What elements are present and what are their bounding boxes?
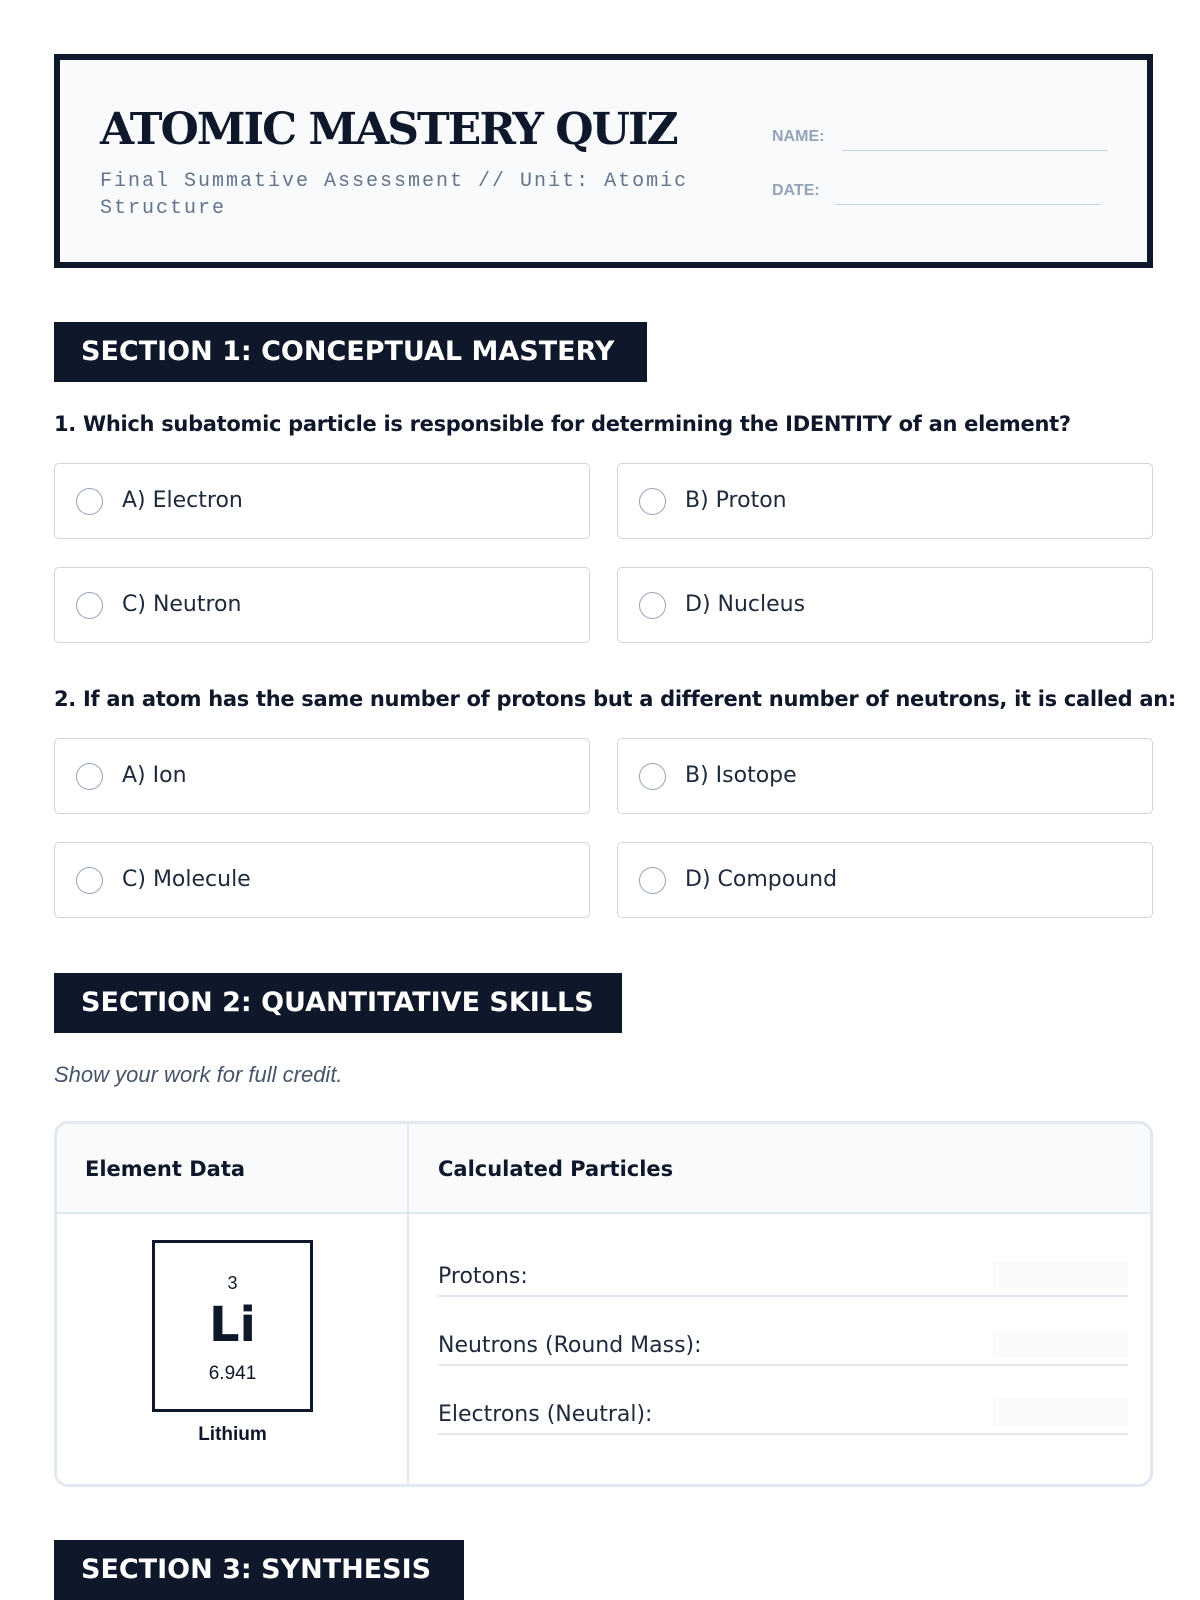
column-divider — [407, 1124, 409, 1484]
option-label: D) Nucleus — [685, 592, 806, 617]
protons-row — [438, 1257, 1128, 1297]
radio-button[interactable] — [639, 592, 666, 619]
section-3-header: SECTION 3: SYNTHESIS — [54, 1540, 464, 1600]
radio-button[interactable] — [639, 867, 666, 894]
electrons-label: Electrons (Neutral): — [438, 1402, 653, 1427]
date-field[interactable] — [835, 204, 1101, 205]
q2-option-c[interactable] — [54, 842, 590, 918]
radio-button[interactable] — [76, 867, 103, 894]
q1-option-d[interactable] — [617, 567, 1153, 643]
radio-button[interactable] — [76, 488, 103, 515]
element-data-header: Element Data — [85, 1157, 246, 1181]
option-label: D) Compound — [685, 867, 838, 892]
question-2-text: 2. If an atom has the same number of protons but a different number of neutrons, it is called an: — [54, 687, 1176, 711]
q1-option-a[interactable] — [54, 463, 590, 539]
neutrons-label: Neutrons (Round Mass): — [438, 1333, 702, 1358]
quiz-title: ATOMIC MASTERY QUIZ — [100, 104, 677, 155]
radio-button[interactable] — [76, 592, 103, 619]
question-1-text: 1. Which subatomic particle is responsible for determining the IDENTITY of an element? — [54, 412, 1071, 436]
q2-option-a[interactable] — [54, 738, 590, 814]
option-label: C) Molecule — [122, 867, 251, 892]
protons-label: Protons: — [438, 1264, 528, 1289]
date-label: DATE: — [772, 182, 820, 199]
electrons-row — [438, 1395, 1128, 1435]
element-tile — [152, 1240, 313, 1412]
atomic-mass: 6.941 — [208, 1363, 257, 1384]
q1-option-b[interactable] — [617, 463, 1153, 539]
radio-button[interactable] — [76, 763, 103, 790]
option-label: B) Proton — [685, 488, 787, 513]
electrons-input[interactable] — [993, 1399, 1128, 1426]
q1-option-c[interactable] — [54, 567, 590, 643]
option-label: B) Isotope — [685, 763, 797, 788]
q2-option-b[interactable] — [617, 738, 1153, 814]
element-name: Lithium — [198, 1424, 267, 1445]
option-label: C) Neutron — [122, 592, 242, 617]
neutrons-row — [438, 1326, 1128, 1366]
neutrons-input[interactable] — [993, 1330, 1128, 1357]
element-symbol: Li — [208, 1297, 257, 1353]
q2-option-d[interactable] — [617, 842, 1153, 918]
name-label: NAME: — [772, 128, 825, 145]
option-label: A) Electron — [122, 488, 243, 513]
instruction-text: Show your work for full credit. — [54, 1062, 343, 1087]
radio-button[interactable] — [639, 488, 666, 515]
section-2-header: SECTION 2: QUANTITATIVE SKILLS — [54, 973, 622, 1033]
radio-button[interactable] — [639, 763, 666, 790]
name-field[interactable] — [842, 150, 1108, 151]
particle-table — [54, 1121, 1153, 1487]
atomic-number: 3 — [227, 1273, 238, 1293]
quiz-header — [54, 54, 1153, 268]
calculated-particles-header: Calculated Particles — [438, 1157, 674, 1181]
protons-input[interactable] — [993, 1261, 1128, 1288]
option-label: A) Ion — [122, 763, 187, 788]
quiz-subtitle: Final Summative Assessment // Unit: Atomic Structure — [100, 170, 689, 220]
section-1-header: SECTION 1: CONCEPTUAL MASTERY — [54, 322, 647, 382]
